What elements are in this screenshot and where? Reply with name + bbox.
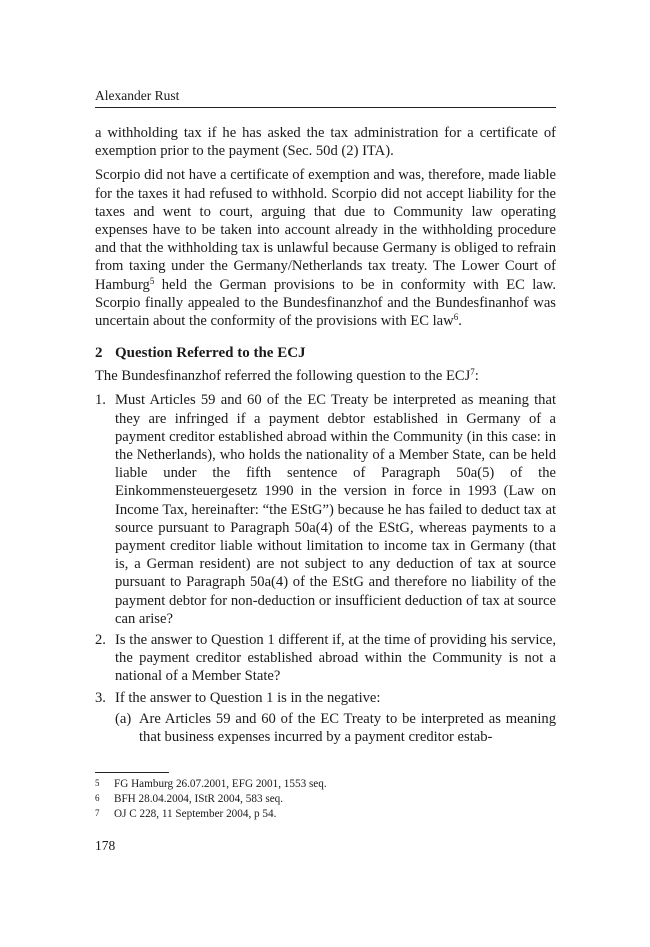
paragraph-2-text-c: . <box>458 313 462 330</box>
section-intro-colon: : <box>474 368 479 385</box>
footnote-text: FG Hamburg 26.07.2001, EFG 2001, 1553 seq. <box>114 778 327 790</box>
question-item-2 <box>95 631 556 686</box>
question-text: Must Articles 59 and 60 of the EC Treaty be interpreted as meaning that they are infringed if a payment debtor established in Germany of a payment creditor established abroad within the Community (in this case: in the Netherlands), who holds the nationality of a Member State, can be held liable under the fifth sentence of Paragraph 50a(5) of the Einkommensteuergesetz 1990 in the version in force in 1993 (Law on Income Tax, hereinafter: “the EStG”) because he has failed to deduct tax at source pursuant to Paragraph 50a(4) of the EStG, whereas payments to a payment creditor liable without limitation to income tax in Germany (that is, a German resident) are not subject to any deduction of tax at source pursuant to Paragraph 50a(4) of the EStG and therefore no liability of the payment debtor for non-deduction or insufficient deduction of tax at source can arise? <box>115 392 556 627</box>
footnote-6 <box>95 792 556 807</box>
section-number: 2 <box>95 345 103 362</box>
paragraph-2 <box>95 166 556 330</box>
footnote-number: 5 <box>95 778 100 788</box>
question-label: 3. <box>95 689 106 706</box>
footnote-number: 6 <box>95 793 100 803</box>
question-text: If the answer to Question 1 is in the negative: <box>115 689 381 706</box>
question-label: 2. <box>95 632 106 649</box>
paragraph-2-text-a: Scorpio did not have a certificate of exemption and was, therefore, made liable for the taxes it had refused to withhold. Scorpio did not accept liability for the taxes and went to court, arguing that due to Community law operating expenses have to be taken into account already in the withholding procedure and that the withholding tax is unlawful because Germany is obliged to refrain from taxing under the Germany/Netherlands tax treaty. The Lower Court of Hamburg <box>95 167 556 293</box>
footnote-ref-5[interactable]: 5 <box>149 275 155 286</box>
footnote-divider <box>95 772 169 773</box>
section-title: Question Referred to the ECJ <box>115 345 306 362</box>
footnote-number: 7 <box>95 808 100 818</box>
question-label: 1. <box>95 392 106 409</box>
question-text: Is the answer to Question 1 different if, at the time of providing his service, the payment creditor established abroad within the Community is not a national of a Member State? <box>115 632 556 685</box>
running-head-author: Alexander Rust <box>95 88 556 108</box>
paragraph-2-text-b: held the German provisions to be in conformity with EC law. Scorpio finally appealed to the Bundesfinanzhof and the Bundesfinanhof was uncertain about the conformity of the provisions with EC law <box>95 276 556 330</box>
subquestion-text: Are Articles 59 and 60 of the EC Treaty to be interpreted as meaning that business expenses incurred by a payment creditor estab- <box>139 710 556 746</box>
footnote-ref-6[interactable]: 6 <box>453 312 459 323</box>
subquestion-item-a <box>115 710 556 746</box>
footnote-5 <box>95 777 556 792</box>
footnote-text: OJ C 228, 11 September 2004, p 54. <box>114 808 277 820</box>
section-intro-text: The Bundesfinanzhof referred the following question to the ECJ <box>95 368 471 385</box>
question-item-1 <box>95 391 556 628</box>
section-heading <box>95 344 556 363</box>
body-text <box>95 124 556 746</box>
question-item-3 <box>95 689 556 707</box>
subquestion-label: (a) <box>115 710 132 727</box>
section-intro <box>95 367 556 385</box>
footnote-7 <box>95 807 556 822</box>
paragraph-1: a withholding tax if he has asked the tax administration for a certificate of exemption prior to the payment (Sec. 50d (2) ITA). <box>95 125 556 160</box>
footnotes <box>95 777 556 822</box>
page-number: 178 <box>95 838 116 853</box>
footnote-ref-7[interactable]: 7 <box>470 367 475 378</box>
footnote-text: BFH 28.04.2004, IStR 2004, 583 seq. <box>114 793 284 805</box>
